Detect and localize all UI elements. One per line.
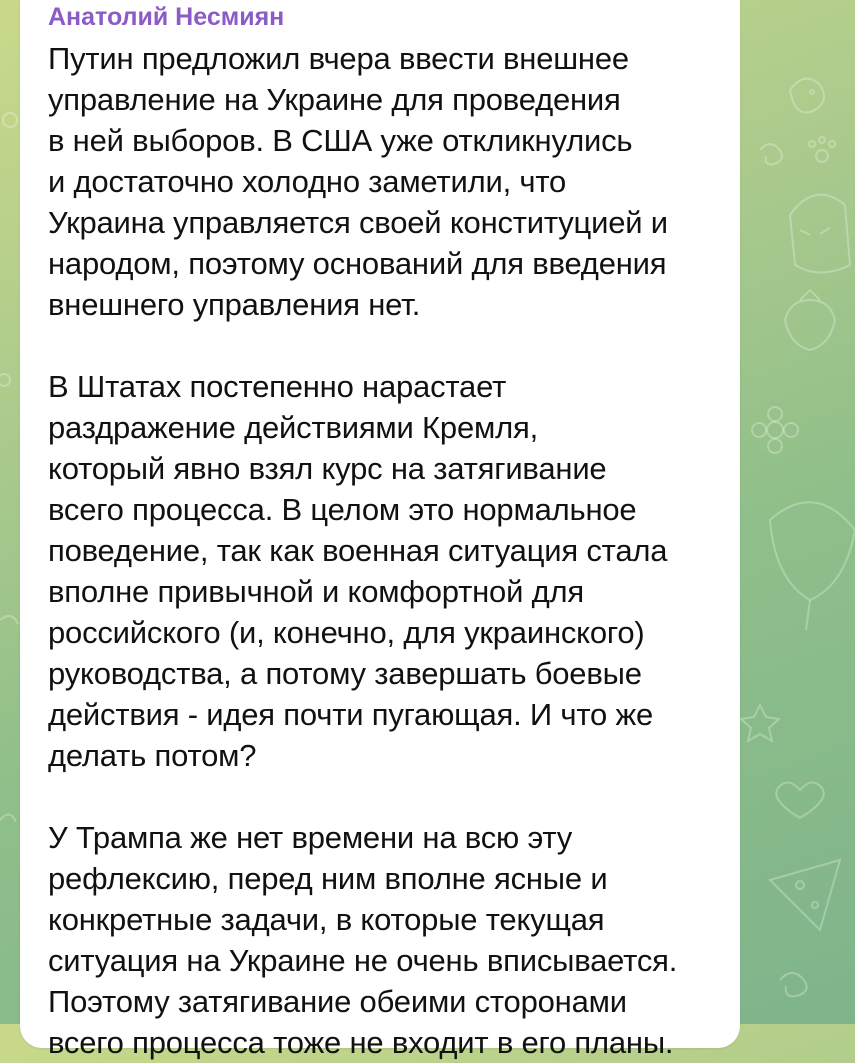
strawberry-icon [785,290,835,350]
message-line: всего процесса. В целом это нормальное [48,492,637,527]
message-line: ситуация на Украине не очень вписывается. [48,943,678,978]
message-line: раздражение действиями Кремля, [48,410,539,445]
swirl-icon [780,973,807,996]
sender-name[interactable]: Анатолий Несмиян [48,3,285,31]
message-line: У Трампа же нет времени на всю эту [48,820,573,855]
message-line: народом, поэтому оснований для введения [48,246,667,281]
message-line: который явно взял курс на затягивание [48,451,607,486]
message-line: руководства, а потому завершать боевые [48,656,642,691]
message-text [48,38,714,1063]
message-line: поведение, так как военная ситуация стала [48,533,668,568]
star-icon [741,705,779,741]
paragraph-gap [48,325,714,366]
message-line: конкретные задачи, в которые текущая [48,902,605,937]
balloon-icon [770,502,855,630]
message-line: в ней выборов. В США уже откликнулись [48,123,633,158]
message-paragraph [48,366,714,776]
paw-icon [809,137,835,162]
message-line: всего процесса тоже не входит в его планы. [48,1025,674,1060]
message-line: Украина управляется своей конституцией и [48,205,668,240]
message-line: российского (и, конечно, для украинского) [48,615,645,650]
message-line: управление на Украине для проведения [48,82,621,117]
flower-icon [752,407,798,453]
message-line: делать потом? [48,738,257,773]
bird-icon [790,79,824,113]
message-line: рефлексию, перед ним вполне ясные и [48,861,608,896]
cat-icon [790,195,850,273]
message-line: вполне привычной и комфортной для [48,574,584,609]
heart-icon [776,782,823,818]
message-bubble[interactable] [20,0,740,1060]
message-line: внешнего управления нет. [48,287,421,322]
paw-icon [0,113,18,822]
message-line: Путин предложил вчера ввести внешнее [48,41,629,76]
message-line: действия - идея почти пугающая. И что же [48,697,654,732]
paragraph-gap [48,776,714,817]
swirl-icon [760,144,782,164]
message-paragraph [48,817,714,1063]
message-line: В Штатах постепенно нарастает [48,369,507,404]
pizza-icon [770,860,840,930]
message-line: Поэтому затягивание обеими сторонами [48,984,627,1019]
message-line: и достаточно холодно заметили, что [48,164,567,199]
message-paragraph [48,38,714,325]
